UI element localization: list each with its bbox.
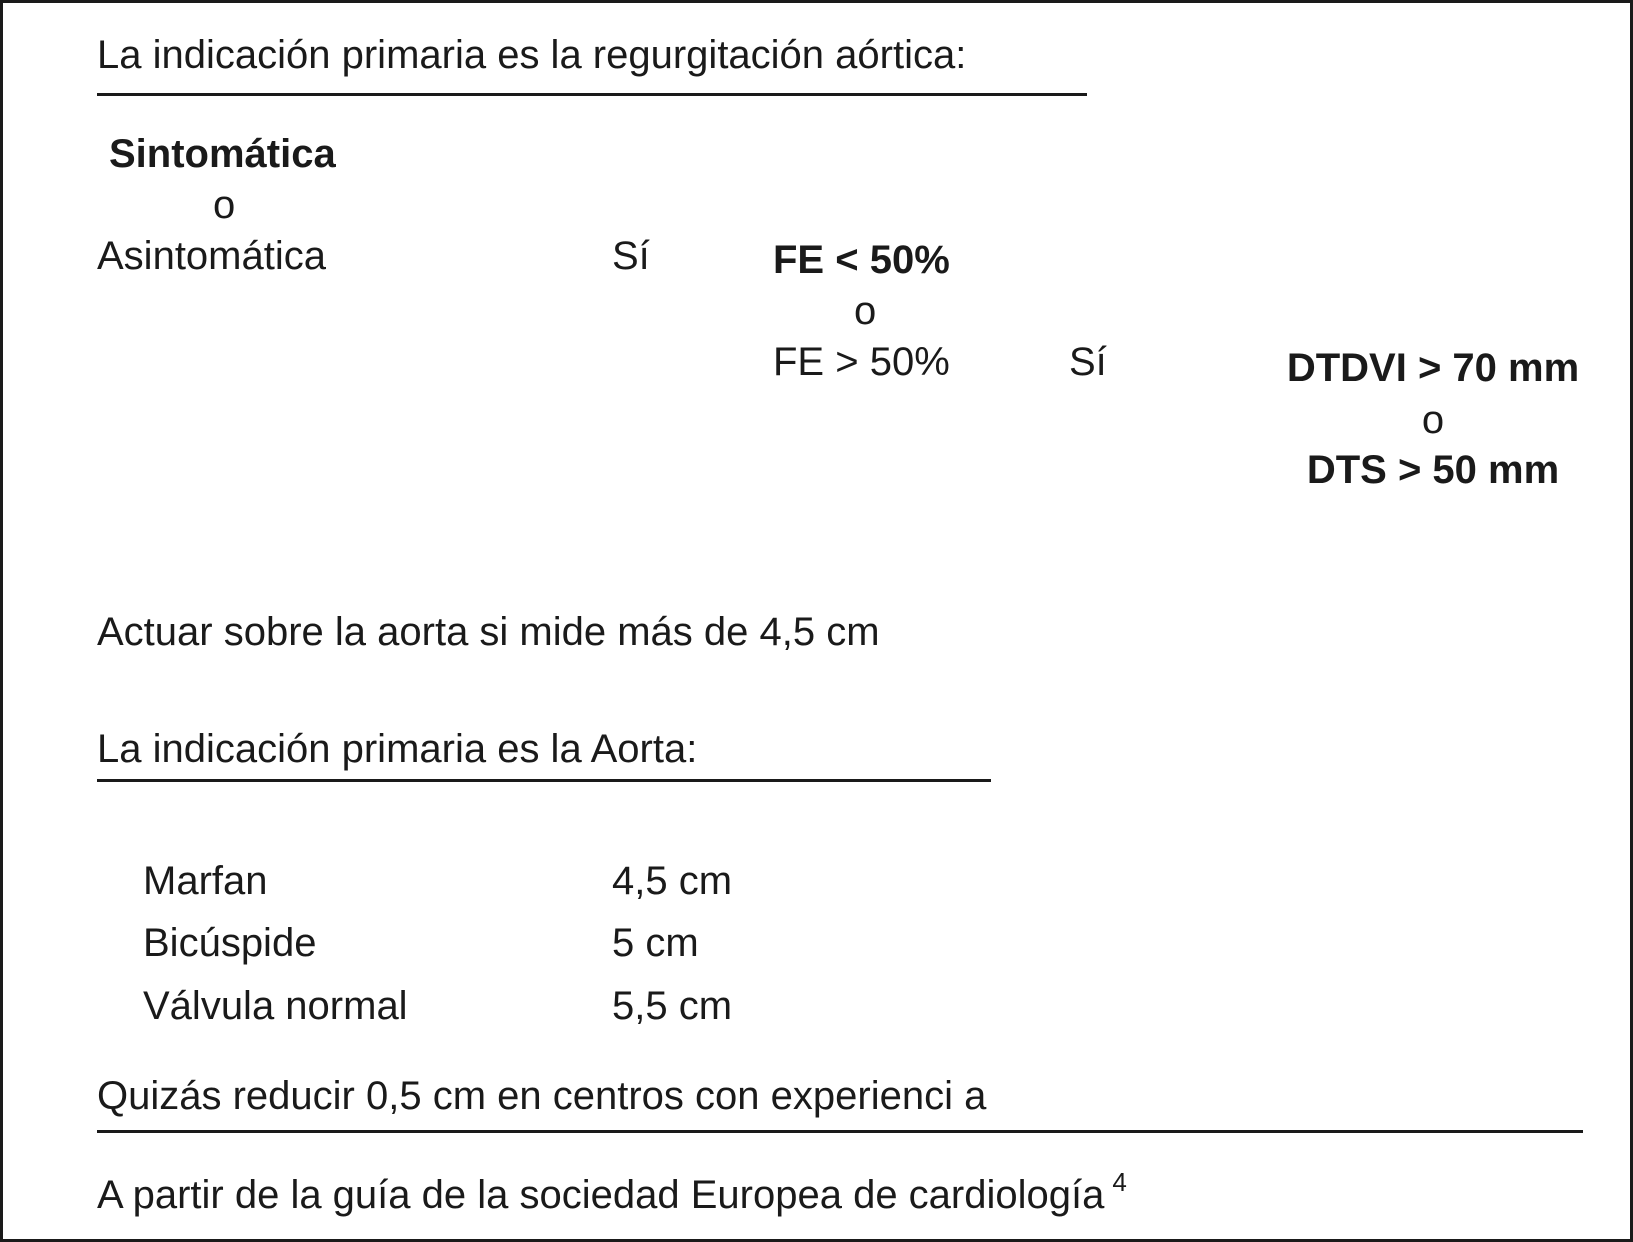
threshold-marfan: 4,5 cm	[612, 859, 733, 903]
valve-section-title: La indicación primaria es la regurgitación aórtica:	[97, 33, 967, 77]
aorta-title-underline	[97, 779, 991, 782]
condition-bicuspid: Bicúspide	[143, 921, 317, 965]
ef-low-label: FE < 50%	[773, 238, 950, 282]
asymptomatic-label: Asintomática	[97, 234, 326, 278]
experience-note: Quizás reducir 0,5 cm en centros con experienci a	[97, 1074, 987, 1118]
source-footnote	[97, 1167, 1127, 1217]
footer-divider	[97, 1130, 1583, 1133]
condition-marfan: Marfan	[143, 859, 268, 903]
condition-normal-valve: Válvula normal	[143, 984, 408, 1028]
threshold-bicuspid: 5 cm	[612, 921, 699, 965]
threshold-normal-valve: 5,5 cm	[612, 984, 733, 1028]
symptomatic-label: Sintomática	[109, 132, 336, 176]
aorta-section-title: La indicación primaria es la Aorta:	[97, 727, 698, 771]
lvedd-threshold: DTDVI > 70 mm	[1286, 346, 1580, 390]
symptom-yes: Sí	[612, 234, 650, 278]
valve-title-underline	[97, 93, 1087, 96]
aorta-action-note: Actuar sobre la aorta si mide más de 4,5 cm	[97, 610, 880, 654]
ef-yes: Sí	[1069, 340, 1107, 384]
ef-high-label: FE > 50%	[773, 340, 950, 384]
ef-or: o	[854, 289, 877, 333]
source-text: A partir de la guía de la sociedad Europea de cardiología	[97, 1173, 1105, 1217]
dimensions-or: o	[1421, 398, 1445, 442]
reference-number: 4	[1112, 1167, 1127, 1197]
lvesd-threshold: DTS > 50 mm	[1306, 448, 1560, 492]
symptom-or: o	[213, 183, 236, 227]
